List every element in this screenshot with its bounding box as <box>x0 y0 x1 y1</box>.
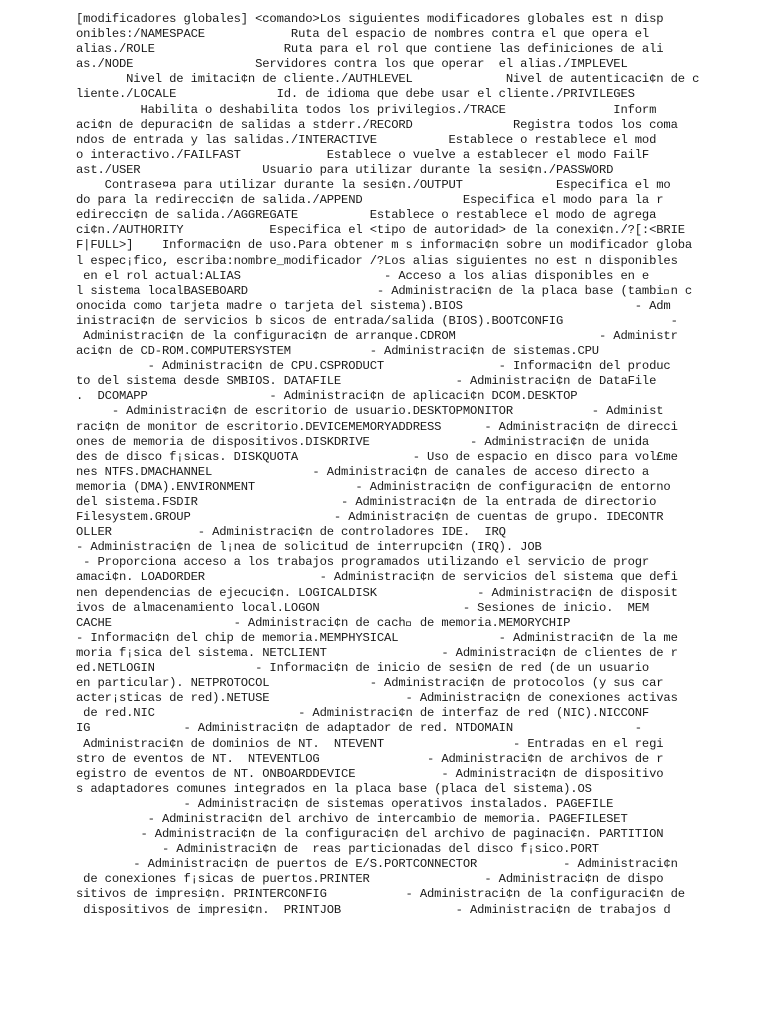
text-line: F|FULL>] Informaci¢n de uso.Para obtener m s informaci¢n sobre un modificador globa <box>76 238 693 253</box>
text-line: de conexiones f¡sicas de puertos.PRINTER - Administraci¢n de dispo <box>76 872 664 887</box>
text-line: raci¢n de monitor de escritorio.DEVICEMEMORYADDRESS - Administraci¢n de direcci <box>76 419 678 434</box>
text-line: ndos de entrada y las salidas./INTERACTIVE Establece o restablece el mod <box>76 132 657 147</box>
text-line: . DCOMAPP - Administraci¢n de aplicaci¢n DCOM.DESKTOP <box>76 389 578 404</box>
text-line: - Informaci¢n del chip de memoria.MEMPHYSICAL - Administraci¢n de la me <box>76 630 678 645</box>
text-line: alias./ROLE Ruta para el rol que contiene las definiciones de ali <box>76 42 664 57</box>
text-line: dispositivos de impresi¢n. PRINTJOB - Administraci¢n de trabajos d <box>76 902 671 917</box>
text-line: aci¢n de CD-ROM.COMPUTERSYSTEM - Administraci¢n de sistemas.CPU <box>76 344 599 359</box>
text-line: egistro de eventos de NT. ONBOARDDEVICE - Administraci¢n de dispositivo <box>76 766 664 781</box>
text-line: to del sistema desde SMBIOS. DATAFILE - Administraci¢n de DataFile <box>76 374 657 389</box>
text-line: acter¡sticas de red).NETUSE - Administraci¢n de conexiones activas <box>76 691 678 706</box>
text-line: sitivos de impresi¢n. PRINTERCONFIG - Administraci¢n de la configuraci¢n de <box>76 887 685 902</box>
text-line: des de disco f¡sicas. DISKQUOTA - Uso de espacio en disco para vol£me <box>76 449 678 464</box>
text-line: del sistema.FSDIR - Administraci¢n de la entrada de directorio <box>76 495 657 509</box>
text-line: l sistema localBASEBOARD - Administraci¢n de la placa base (tambi n c <box>76 283 693 298</box>
text-line: - Administraci¢n de puertos de E/S.PORTCONNECTOR - Administraci¢n <box>76 857 678 872</box>
text-line: ast./USER Usuario para utilizar durante la sesi¢n./PASSWORD <box>76 162 614 177</box>
text-line: liente./LOCALE Id. de idioma que debe usar el cliente./PRIVILEGES <box>76 87 635 102</box>
text-line: edirecci¢n de salida./AGGREGATE Establece o restablece el modo de agrega <box>76 208 657 223</box>
text-line: [modificadores globales] <comando>Los siguientes modificadores globales est n disp <box>76 12 664 26</box>
text-line: Filesystem.GROUP - Administraci¢n de cuentas de grupo. IDECONTR <box>76 510 664 525</box>
text-line: amaci¢n. LOADORDER - Administraci¢n de servicios del sistema que defi <box>76 570 678 585</box>
text-line: - Proporciona acceso a los trabajos programados utilizando el servicio de progr <box>76 555 650 570</box>
text-line: do para la redirecci¢n de salida./APPEND Especifica el modo para la r <box>76 193 664 208</box>
text-line: - Administraci¢n de l¡nea de solicitud de interrupci¢n (IRQ). JOB <box>76 540 542 555</box>
text-line: Administraci¢n de dominios de NT. NTEVENT - Entradas en el regi <box>76 736 664 751</box>
text-line: ed.NETLOGIN - Informaci¢n de inicio de sesi¢n de red (de un usuario <box>76 661 650 676</box>
text-line: Habilita o deshabilita todos los privilegios./TRACE Inform <box>76 102 657 117</box>
text-line: nen dependencias de ejecuci¢n. LOGICALDISK - Administraci¢n de disposit <box>76 585 678 600</box>
text-line: - Administraci¢n de escritorio de usuario.DESKTOPMONITOR - Administ <box>76 404 664 419</box>
document-text <box>76 12 726 918</box>
text-line: de red.NIC - Administraci¢n de interfaz de red (NIC).NICCONF <box>76 706 650 721</box>
text-line: inistraci¢n de servicios b sicos de entrada/salida (BIOS).BOOTCONFIG - <box>76 313 678 328</box>
text-line: onibles:/NAMESPACE Ruta del espacio de nombres contra el que opera el <box>76 27 650 42</box>
text-line: moria f¡sica del sistema. NETCLIENT - Administraci¢n de clientes de r <box>76 645 678 660</box>
text-line: l espec¡fico, escriba:nombre_modificador /?Los alias siguientes no est n disponibles <box>76 253 678 268</box>
text-line: as./NODE Servidores contra los que operar el alias./IMPLEVEL <box>76 57 628 72</box>
text-line: Contrase¤a para utilizar durante la sesi¢n./OUTPUT Especifica el mo <box>76 178 671 193</box>
text-line: stro de eventos de NT. NTEVENTLOG - Administraci¢n de archivos de r <box>76 751 664 766</box>
text-line: o interactivo./FAILFAST Establece o vuelve a establecer el modo FailF <box>76 147 650 162</box>
text-line: Nivel de imitaci¢n de cliente./AUTHLEVEL Nivel de autenticaci¢n de c <box>76 72 700 87</box>
text-line: - Administraci¢n de sistemas operativos instalados. PAGEFILE <box>76 796 614 811</box>
text-line: aci¢n de depuraci¢n de salidas a stderr./RECORD Registra todos los coma <box>76 117 678 132</box>
text-line: ci¢n./AUTHORITY Especifica el <tipo de autoridad> de la conexi¢n./?[:<BRIE <box>76 223 685 238</box>
text-line: CACHE - Administraci¢n de cach  de memoria.MEMORYCHIP <box>76 615 571 630</box>
text-line: en particular). NETPROTOCOL - Administraci¢n de protocolos (y sus car <box>76 676 664 691</box>
text-line: - Administraci¢n de CPU.CSPRODUCT - Informaci¢n del produc <box>76 359 671 374</box>
text-line: - Administraci¢n del archivo de intercambio de memoria. PAGEFILESET <box>76 811 628 826</box>
text-line: memoria (DMA).ENVIRONMENT - Administraci¢n de configuraci¢n de entorno <box>76 479 671 494</box>
text-line: en el rol actual:ALIAS - Acceso a los alias disponibles en e <box>76 268 650 283</box>
text-line: - Administraci¢n de la configuraci¢n del archivo de paginaci¢n. PARTITION <box>76 827 664 842</box>
text-line: ones de memoria de dispositivos.DISKDRIVE - Administraci¢n de unida <box>76 434 650 449</box>
text-line: IG - Administraci¢n de adaptador de red. NTDOMAIN - <box>76 721 642 736</box>
text-line: ivos de almacenamiento local.LOGON - Sesiones de inicio. MEM <box>76 600 650 615</box>
text-line: onocida como tarjeta madre o tarjeta del sistema).BIOS - Adm <box>76 298 671 313</box>
text-line: Administraci¢n de la configuraci¢n de arranque.CDROM - Administr <box>76 328 678 343</box>
text-line: nes NTFS.DMACHANNEL - Administraci¢n de canales de acceso directo a <box>76 464 650 479</box>
text-line: - Administraci¢n de reas particionadas del disco f¡sico.PORT <box>76 842 599 857</box>
text-line: OLLER - Administraci¢n de controladores IDE. IRQ <box>76 525 506 540</box>
text-line: s adaptadores comunes integrados en la placa base (placa del sistema).OS <box>76 781 592 796</box>
